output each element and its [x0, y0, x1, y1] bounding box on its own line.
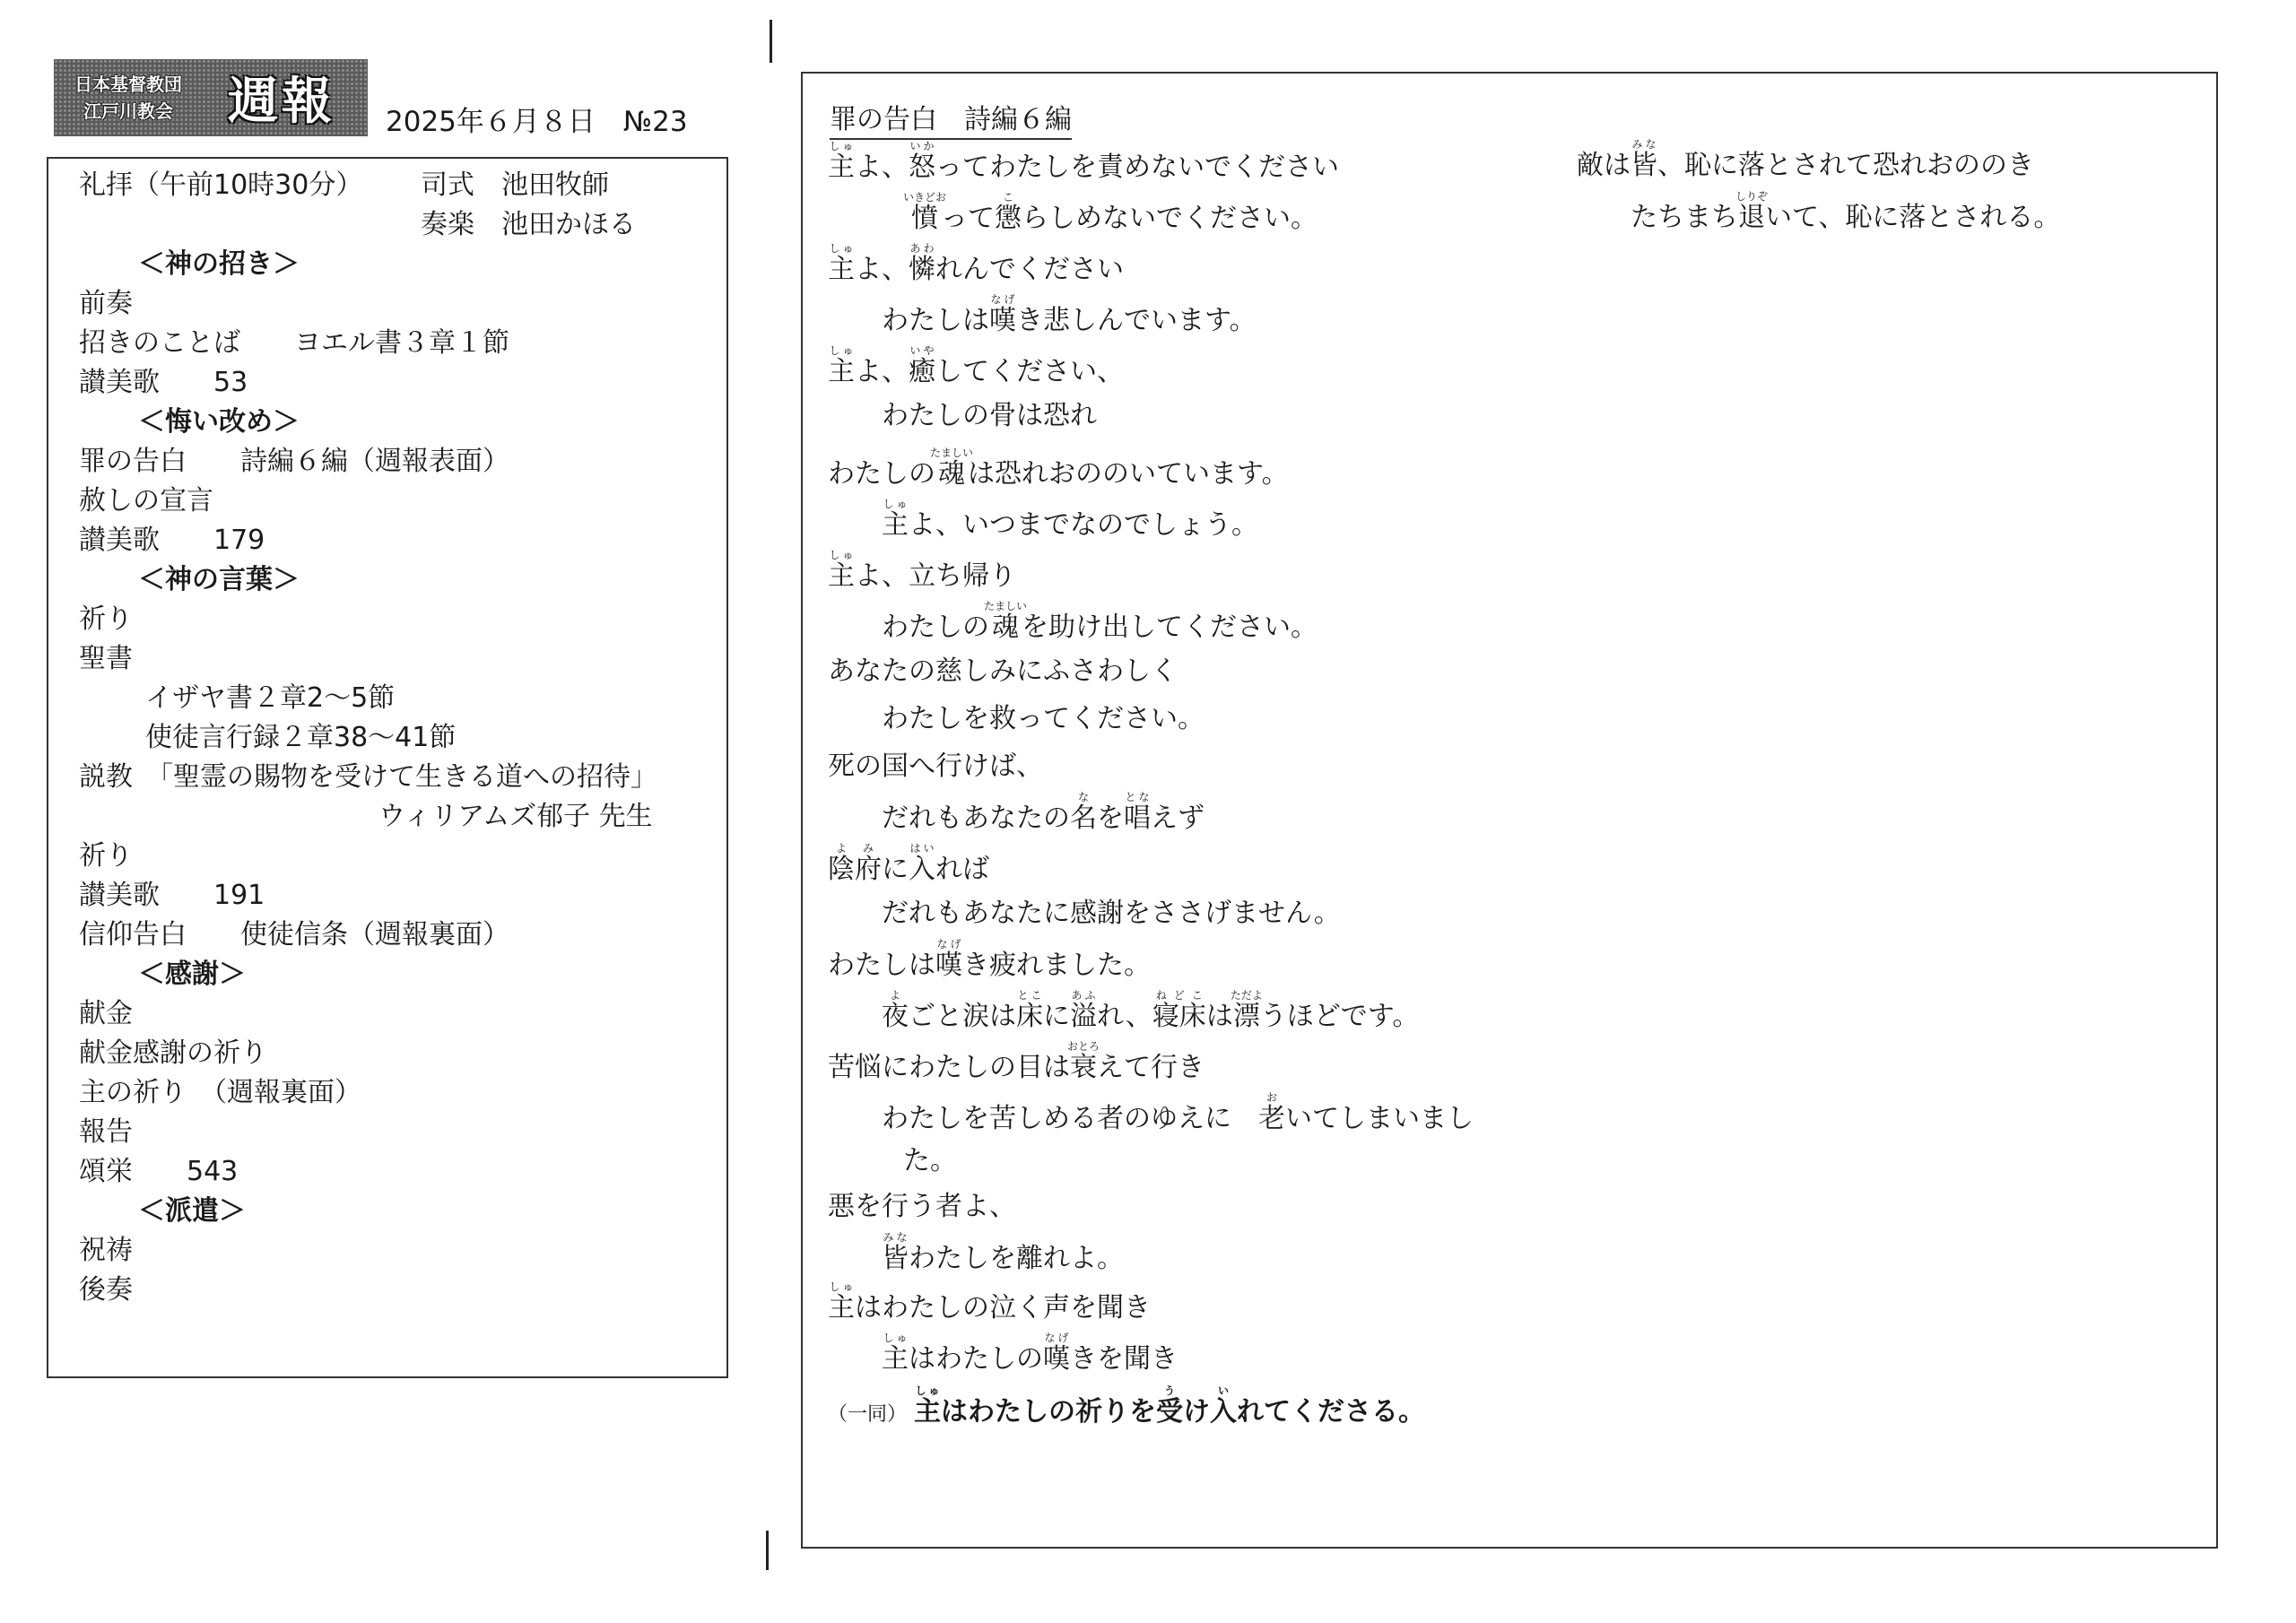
psalm-line: 主しゅよ、立ち帰り — [828, 549, 1016, 592]
psalm-line: 皆みなわたしを離れよ。 — [882, 1231, 1124, 1274]
service-item-scripture: 聖書 — [79, 643, 133, 674]
issue-date: 2025年６月８日 №23 — [386, 106, 688, 138]
psalm-line: 主しゅよ、怒いかってわたしを責めないでください — [828, 140, 1339, 183]
service-item-sermon: 説教 「聖霊の賜物を受けて生きる道への招待」 — [79, 761, 657, 793]
section-heading-word: ＜神の言葉＞ — [138, 564, 300, 595]
service-worship-time: 礼拝（午前10時30分） — [79, 169, 363, 201]
section-heading-repentance: ＜悔い改め＞ — [138, 406, 300, 438]
bulletin-logo — [54, 59, 368, 136]
psalm-line: 主しゅよ、憐あわれんでください — [828, 242, 1124, 285]
psalm-line: 苦悩にわたしの目は衰おとろえて行き — [828, 1040, 1205, 1083]
service-item-benediction: 祝祷 — [79, 1235, 133, 1266]
psalm-line: わたしを苦しめる者のゆえに 老おいてしまいまし — [882, 1091, 1474, 1134]
service-item-lords-prayer: 主の祈り （週報裏面） — [79, 1077, 361, 1108]
church-denomination: 日本基督教団 — [74, 74, 182, 95]
psalm-line: 陰よ府みに入はいれば — [828, 842, 989, 885]
psalm-line: 主しゅよ、癒いやしてください、 — [828, 344, 1124, 387]
psalm-line-column2: 敵は皆みな、恥に落とされて恐れおののき — [1577, 138, 2034, 181]
service-item-hymn: 讃美歌 191 — [79, 880, 265, 911]
scripture-reading: イザヤ書２章2〜5節 — [145, 682, 396, 714]
psalm-line: わたしの骨は恐れ — [882, 400, 1097, 431]
church-name-block — [54, 71, 196, 125]
psalm-line: 悪を行う者よ、 — [828, 1191, 1016, 1222]
service-item-absolution: 赦しの宣言 — [79, 485, 213, 516]
service-item-doxology: 頌栄 543 — [79, 1156, 239, 1187]
service-item-prayer: 祈り — [79, 840, 133, 872]
section-heading-thanks: ＜感謝＞ — [138, 959, 246, 990]
service-item-hymn: 讃美歌 53 — [79, 367, 248, 398]
psalm-line: 夜よごと涙は床とこに溢あふれ、寝床ねどこは漂ただようほどです。 — [882, 989, 1420, 1032]
fold-mark-top — [770, 20, 772, 63]
service-item-creed: 信仰告白 使徒信条（週報裏面） — [79, 919, 509, 950]
psalm-line-column2: たちまち退しりぞいて、恥に落とされる。 — [1631, 190, 2061, 233]
fold-mark-bottom — [766, 1531, 769, 1570]
psalm-line: 主しゅはわたしの嘆なげきを聞き — [882, 1332, 1178, 1375]
psalm-line: 死の国へ行けば、 — [828, 751, 1043, 782]
service-officiant: 司式 池田牧師 — [421, 169, 609, 201]
service-item-postlude: 後奏 — [79, 1274, 133, 1306]
service-item-offering-prayer: 献金感謝の祈り — [79, 1037, 267, 1069]
service-item-hymn: 讃美歌 179 — [79, 525, 265, 556]
service-item-confession: 罪の告白 詩編６編（週報表面） — [79, 446, 509, 477]
service-item-prelude: 前奏 — [79, 288, 133, 319]
psalm-line: 主しゅはわたしの泣く声を聞き — [828, 1280, 1151, 1324]
psalm-line: わたしを救ってください。 — [882, 703, 1205, 734]
church-name: 江戸川教会 — [83, 100, 173, 122]
scripture-reading: 使徒言行録２章38〜41節 — [145, 722, 457, 753]
psalm-line: た。 — [903, 1145, 957, 1176]
psalm-line: わたしは嘆なげき悲しんでいます。 — [882, 293, 1257, 336]
psalm-confession — [801, 72, 2218, 1549]
psalm-title: 罪の告白 詩編６編 — [830, 97, 1072, 140]
service-organist: 奏楽 池田かほる — [421, 209, 636, 240]
psalm-line: 憤いきどおって懲こらしめないでください。 — [903, 191, 1318, 234]
psalm-line: わたしは嘆なげき疲れました。 — [828, 938, 1151, 981]
psalm-line: わたしの魂たましいは恐れおののいています。 — [828, 447, 1289, 490]
order-of-service — [47, 157, 728, 1378]
psalm-line: わたしの魂たましいを助け出してください。 — [882, 600, 1318, 643]
section-heading-sending: ＜派遣＞ — [138, 1195, 246, 1227]
sermon-preacher: ウィリアムズ郁子 先生 — [378, 801, 653, 832]
service-item-announcements: 報告 — [79, 1116, 133, 1148]
service-item-offering: 献金 — [79, 998, 133, 1029]
all-together-tag: （一同） — [828, 1403, 908, 1426]
psalm-line: だれもあなたの名なを唱となえず — [882, 791, 1205, 834]
psalm-line: あなたの慈しみにふさわしく — [828, 655, 1178, 687]
bulletin-title: 週報 — [228, 73, 335, 131]
service-item-call: 招きのことば ヨエル書３章１節 — [79, 327, 509, 359]
psalm-line: 主しゅよ、いつまでなのでしょう。 — [882, 498, 1258, 541]
psalm-response-all: （一同） 主しゅはわたしの祈りを受うけ入いれてくださる。 — [828, 1384, 1426, 1428]
section-heading-call: ＜神の招き＞ — [138, 248, 300, 280]
psalm-line: だれもあなたに感謝をささげません。 — [882, 898, 1341, 929]
service-item-prayer: 祈り — [79, 603, 133, 635]
